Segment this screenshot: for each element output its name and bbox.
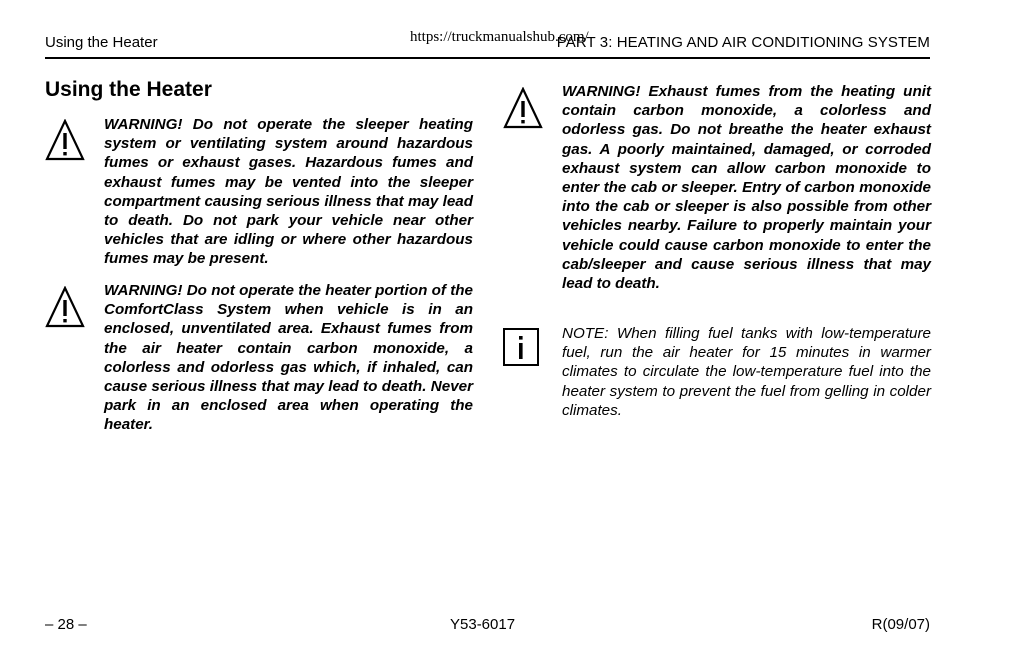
warning-triangle-icon	[45, 286, 85, 328]
running-header-right: PART 3: HEATING AND AIR CONDITIONING SYSTEM	[556, 34, 930, 51]
warning-carbon-monoxide: WARNING! Exhaust fumes from the heating unit contain carbon monoxide, a colorless and odorless gas. Do not breathe the heater exhaust gas. A poorly maintained, damaged, or corroded exhaust system can allow carbon monoxide to enter the cab or sleeper. Entry of carbon monoxide into the cab or sleeper is also possible from other vehicles nearby. Failure to properly maintain your vehicle could cause carbon monoxide to enter the cab/sleeper and cause serious illness that may lead to death.	[562, 83, 931, 293]
revision-date: R(09/07)	[871, 616, 930, 633]
running-header-left: Using the Heater	[45, 34, 158, 51]
document-number: Y53-6017	[450, 616, 516, 633]
section-title: Using the Heater	[45, 78, 212, 101]
warning-triangle-icon	[45, 119, 85, 161]
page-number: – 28 –	[45, 616, 87, 633]
note-low-temperature-fuel: NOTE: When filling fuel tanks with low-temperature fuel, run the air heater for 15 minutes in warmer climates to circulate the low-temperature fuel into the heater system to prevent the fuel from gelling in colder climates.	[562, 325, 931, 419]
warning-triangle-icon	[503, 87, 543, 129]
header-rule	[45, 57, 930, 59]
warning-sleeper-heating: WARNING! Do not operate the sleeper heating system or ventilating system around hazardous fumes or exhaust gases. Hazardous fumes and exhaust fumes may be vented into the sleeper compartment causing serious illness that may lead to death. Do not park your vehicle near other vehicles that are idling or where other hazardous fumes may be present.	[104, 116, 473, 268]
watermark-url: https://truckmanualshub.com/	[410, 29, 589, 45]
warning-enclosed-area: WARNING! Do not operate the heater portion of the ComfortClass System when vehicle is in an enclosed, unventilated area. Exhaust fumes from the air heater contain carbon monoxide, a colorless and odorless gas which, if inhaled, can cause serious illness that may lead to death. Never park in an enclosed area when operating the heater.	[104, 282, 473, 434]
info-icon	[503, 328, 539, 366]
